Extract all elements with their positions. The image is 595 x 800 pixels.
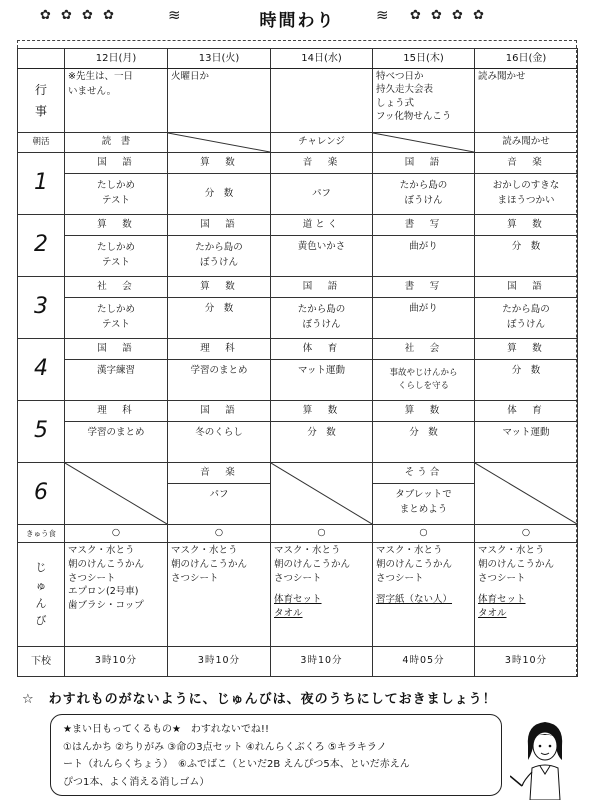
- period-3-label: 3: [18, 277, 65, 339]
- day-header: 12日(月): [65, 49, 168, 69]
- morning-cell-empty: [373, 133, 475, 153]
- prep-cell: [475, 543, 578, 647]
- prep-item: さつシート: [274, 572, 322, 584]
- prep-item: [478, 585, 574, 593]
- prep-item: 体育セット: [274, 594, 322, 606]
- note-cell: おかしのすきな まほうつかい: [475, 174, 578, 215]
- prep-item: 朝のけんこうかん: [171, 558, 248, 570]
- dismissal-cell: 3時10分: [475, 647, 578, 677]
- note-cell: マット運動: [475, 422, 578, 463]
- corner-cell: [18, 49, 65, 69]
- dismissal-row: [18, 647, 578, 677]
- prep-row: [18, 543, 578, 647]
- morning-label: 朝活: [18, 133, 65, 153]
- note-cell: たしかめ テスト: [65, 174, 168, 215]
- wave-decoration-left: ≋: [168, 6, 184, 24]
- subject-cell: 算 数: [168, 153, 271, 174]
- dismissal-cell: 4時05分: [373, 647, 475, 677]
- prep-item: マスク・水とう: [274, 545, 341, 556]
- note-cell: 黄色いかさ: [271, 236, 373, 277]
- lunch-row: [18, 525, 578, 543]
- events-label: 行 事: [18, 69, 65, 133]
- lunch-cell: ○: [65, 525, 168, 543]
- period-1-notes-row: [18, 174, 578, 215]
- note-cell: 冬のくらし: [168, 422, 271, 463]
- diagonal-line: [373, 133, 474, 152]
- period-6-empty: [65, 463, 168, 525]
- note-cell: 事故やじけんから くらしを守る: [373, 360, 475, 401]
- note-cell: 学習のまとめ: [65, 422, 168, 463]
- dismissal-label: 下校: [18, 647, 65, 677]
- subject-cell: 音 楽: [271, 153, 373, 174]
- note-cell: 分 数: [168, 174, 271, 215]
- bubble-line: ぴつ1本、よく消える消しゴム）: [63, 776, 210, 788]
- subject-cell: 書 写: [373, 277, 475, 298]
- diagonal-line: [271, 463, 372, 524]
- period-2-notes-row: [18, 236, 578, 277]
- dismissal-cell: 3時10分: [271, 647, 373, 677]
- note-cell: 分 数: [475, 236, 578, 277]
- prep-item: 歯ブラシ・コップ: [68, 600, 144, 612]
- day-header: 15日(木): [373, 49, 475, 69]
- prep-item: 朝のけんこうかん: [68, 558, 145, 570]
- period-3-subject-row: [18, 277, 578, 298]
- period-5-notes-row: [18, 422, 578, 463]
- note-cell: 分 数: [373, 422, 475, 463]
- day-header: 14日(水): [271, 49, 373, 69]
- subject-cell: 音 楽: [168, 463, 271, 484]
- prep-item: さつシート: [68, 572, 116, 584]
- note-cell: 曲がり: [373, 298, 475, 339]
- period-5-label: 5: [18, 401, 65, 463]
- bubble-line: ート（れんらくちょう） ⑥ふでばこ（といだ2B えんぴつ5本、といだ赤えん: [63, 759, 410, 770]
- prep-item: 習字紙（ない人）: [376, 594, 453, 606]
- subject-cell: 算 数: [168, 277, 271, 298]
- subject-cell: 体 育: [271, 339, 373, 360]
- subject-cell: 国 語: [271, 277, 373, 298]
- diagonal-line: [65, 463, 167, 524]
- dismissal-cell: 3時10分: [168, 647, 271, 677]
- prep-item: さつシート: [171, 572, 219, 584]
- lunch-cell: ○: [373, 525, 475, 543]
- event-cell: 火曜日か: [168, 69, 271, 133]
- note-cell: 分 数: [271, 422, 373, 463]
- note-cell: たしかめ テスト: [65, 298, 168, 339]
- subject-cell: 社 会: [373, 339, 475, 360]
- period-5-subject-row: [18, 401, 578, 422]
- note-cell: 漢字練習: [65, 360, 168, 401]
- header-row: [18, 49, 578, 69]
- subject-cell: 算 数: [373, 401, 475, 422]
- subject-cell: 算 数: [271, 401, 373, 422]
- prep-item: [274, 585, 369, 593]
- timetable: [17, 48, 578, 677]
- prep-item: タオル: [478, 608, 507, 620]
- day-header: 13日(火): [168, 49, 271, 69]
- teacher-illustration-icon: [510, 716, 580, 800]
- prep-item: 朝のけんこうかん: [478, 558, 555, 570]
- morning-cell: 読み聞かせ: [475, 133, 578, 153]
- prep-item: マスク・水とう: [68, 545, 135, 556]
- period-1-label: 1: [18, 153, 65, 215]
- period-4-label: 4: [18, 339, 65, 401]
- page-title: 時間わり: [259, 11, 336, 31]
- speech-bubble: [50, 714, 502, 796]
- events-row: [18, 69, 578, 133]
- day-header: 16日(金): [475, 49, 578, 69]
- period-2-subject-row: [18, 215, 578, 236]
- subject-cell: そう合: [373, 463, 475, 484]
- period-6-subject-row: [18, 463, 578, 484]
- note-cell: たから島の ぼうけん: [475, 298, 578, 339]
- prep-cell: [271, 543, 373, 647]
- prep-cell: [168, 543, 271, 647]
- diagonal-line: [475, 463, 577, 524]
- page-header: [0, 2, 595, 32]
- subject-cell: 書 写: [373, 215, 475, 236]
- bubble-line: ①はんかち ②ちりがみ ③命の3点セット ④れんらくぶくろ ⑤キラキラノ: [63, 741, 387, 753]
- event-cell: ※先生は、一日 いません。: [65, 69, 168, 133]
- period-4-notes-row: [18, 360, 578, 401]
- period-6-label: 6: [18, 463, 65, 525]
- subject-cell: 算 数: [475, 215, 578, 236]
- period-4-subject-row: [18, 339, 578, 360]
- morning-cell-empty: [168, 133, 271, 153]
- subject-cell: 国 語: [65, 153, 168, 174]
- prep-item: マスク・水とう: [376, 545, 443, 556]
- subject-cell: 算 数: [475, 339, 578, 360]
- note-cell: パフ: [271, 174, 373, 215]
- subject-cell: 社 会: [65, 277, 168, 298]
- note-cell: たから島の ぼうけん: [168, 236, 271, 277]
- period-1-subject-row: [18, 153, 578, 174]
- lunch-cell: ○: [168, 525, 271, 543]
- period-6-empty: [475, 463, 578, 525]
- prep-cell: [373, 543, 475, 647]
- prep-item: エプロン(2号車): [68, 586, 139, 598]
- prep-item: [376, 585, 471, 593]
- subject-cell: 理 科: [65, 401, 168, 422]
- note-cell: 学習のまとめ: [168, 360, 271, 401]
- morning-cell: 読 書: [65, 133, 168, 153]
- prep-cell: [65, 543, 168, 647]
- prep-item: タオル: [274, 608, 303, 620]
- prep-item: マスク・水とう: [478, 545, 545, 556]
- subject-cell: 国 語: [168, 215, 271, 236]
- lunch-cell: ○: [271, 525, 373, 543]
- prep-item: 朝のけんこうかん: [376, 558, 453, 570]
- prep-label: じ ゅ ん び: [18, 543, 65, 647]
- diagonal-line: [168, 133, 270, 152]
- event-cell: [271, 69, 373, 133]
- prep-item: さつシート: [478, 572, 526, 584]
- period-2-label: 2: [18, 215, 65, 277]
- lunch-cell: ○: [475, 525, 578, 543]
- period-6-empty: [271, 463, 373, 525]
- event-cell: 読み聞かせ: [475, 69, 578, 133]
- morning-row: [18, 133, 578, 153]
- lunch-label: きゅう食: [18, 525, 65, 543]
- subject-cell: 体 育: [475, 401, 578, 422]
- prep-item: さつシート: [376, 572, 424, 584]
- reminder-text: ☆ わすれものがないように、じゅんびは、夜のうちにしておきましょう！: [22, 692, 497, 707]
- note-cell: タブレットで まとめよう: [373, 484, 475, 525]
- note-cell: たしかめ テスト: [65, 236, 168, 277]
- subject-cell: 国 語: [373, 153, 475, 174]
- note-cell: たから島の ぼうけん: [271, 298, 373, 339]
- bubble-title: ★まい日もってくるもの★ わすれないでね!!: [63, 724, 269, 735]
- subject-cell: 道とく: [271, 215, 373, 236]
- note-cell: 分 数: [168, 298, 271, 339]
- subject-cell: 国 語: [475, 277, 578, 298]
- note-cell: 分 数: [475, 360, 578, 401]
- morning-cell: チャレンジ: [271, 133, 373, 153]
- subject-cell: 算 数: [65, 215, 168, 236]
- prep-item: マスク・水とう: [171, 545, 238, 556]
- period-3-notes-row: [18, 298, 578, 339]
- subject-cell: 国 語: [65, 339, 168, 360]
- wave-decoration-right: ≋: [376, 6, 392, 24]
- prep-item: 体育セット: [478, 594, 526, 606]
- note-cell: たから島の ぼうけん: [373, 174, 475, 215]
- note-cell: 曲がり: [373, 236, 475, 277]
- note-cell: パフ: [168, 484, 271, 525]
- prep-item: 朝のけんこうかん: [274, 558, 351, 570]
- dismissal-cell: 3時10分: [65, 647, 168, 677]
- flower-decoration-left: ✿ ✿ ✿ ✿: [40, 8, 117, 23]
- subject-cell: 音 楽: [475, 153, 578, 174]
- flower-decoration-right: ✿ ✿ ✿ ✿: [410, 8, 487, 23]
- subject-cell: 国 語: [168, 401, 271, 422]
- subject-cell: 理 科: [168, 339, 271, 360]
- event-cell: 特べつ日か 持久走大会表 しょう式 フッ化物せんこう: [373, 69, 475, 133]
- note-cell: マット運動: [271, 360, 373, 401]
